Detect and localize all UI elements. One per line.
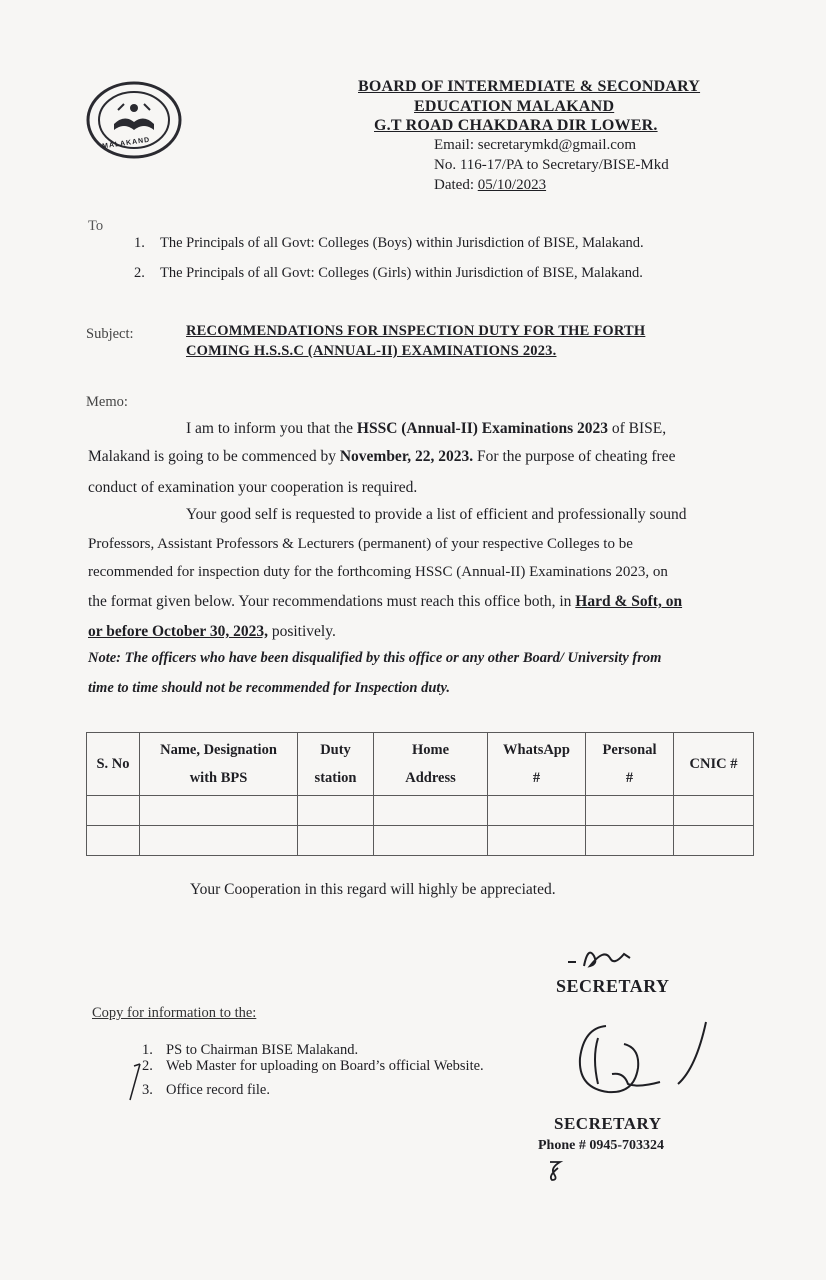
note-line2: time to time should not be recommended for Inspection duty.	[88, 680, 450, 696]
copy-label: Copy for information to the:	[92, 1005, 257, 1021]
signature-1-title: SECRETARY	[556, 976, 670, 996]
col-header-name: Name, Designation with BPS	[140, 733, 298, 796]
closing-line: Your Cooperation in this regard will highly be appreciated.	[190, 881, 556, 898]
note-line1: Note: The officers who have been disqualified by this office or any other Board/ University from	[88, 650, 662, 666]
col-header-personal: Personal #	[586, 733, 674, 796]
date-line	[434, 177, 546, 194]
subject-line2: COMING H.S.S.C (ANNUAL-II) EXAMINATIONS 2023.	[186, 343, 557, 359]
table-header-row	[87, 733, 754, 796]
phone-line: Phone # 0945-703324	[538, 1138, 664, 1153]
copy-item-2: 2. Web Master for uploading on Board’s official Website.	[142, 1058, 484, 1074]
memo-para2-line1: Your good self is requested to provide a list of efficient and professionally sound	[186, 506, 687, 523]
org-name-line2: EDUCATION MALAKAND	[414, 98, 615, 115]
signature-2	[568, 1018, 718, 1123]
date-label: Dated:	[434, 177, 474, 193]
date-value: 05/10/2023	[477, 177, 547, 193]
memo-para2-line4: the format given below. Your recommendations must reach this office both, in Hard & Soft, on	[88, 593, 683, 610]
signature-2-title: SECRETARY	[554, 1114, 662, 1133]
col-header-address: Home Address	[374, 733, 488, 796]
memo-para2-line5: or before October 30, 2023, positively.	[88, 623, 336, 640]
org-address: G.T ROAD CHAKDARA DIR LOWER.	[374, 117, 658, 134]
recipient-1: 1. The Principals of all Govt: Colleges (Boys) within Jurisdiction of BISE, Malakand.	[134, 235, 644, 251]
table-row	[87, 796, 754, 826]
memo-para2-line2: Professors, Assistant Professors & Lecturers (permanent) of your respective Colleges to be	[88, 536, 633, 552]
copy-item-1: 1. PS to Chairman BISE Malakand.	[142, 1042, 359, 1058]
signature-1	[564, 938, 644, 977]
board-logo	[84, 80, 188, 162]
reference-number: No. 116-17/PA to Secretary/BISE-Mkd	[434, 157, 669, 173]
handwritten-number	[546, 1158, 566, 1187]
col-header-duty: Duty station	[298, 733, 374, 796]
email-line: Email: secretarymkd@gmail.com	[434, 137, 637, 153]
memo-para1-line1: I am to inform you that the HSSC (Annual-II) Examinations 2023 of BISE,	[186, 420, 667, 437]
handwritten-mark	[124, 1060, 144, 1109]
subject-line1: RECOMMENDATIONS FOR INSPECTION DUTY FOR THE FORTH	[186, 323, 646, 339]
memo-para2-line3: recommended for inspection duty for the forthcoming HSSC (Annual-II) Examinations 2023, on	[88, 564, 668, 580]
logo-text: MALAKAND	[101, 136, 151, 151]
to-label: To	[88, 218, 104, 234]
table-row	[87, 826, 754, 856]
memo-para1-line3: conduct of examination your cooperation is required.	[88, 479, 418, 496]
memo-label: Memo:	[86, 394, 128, 410]
org-name-line1: BOARD OF INTERMEDIATE & SECONDARY	[358, 78, 701, 95]
recipient-2: 2. The Principals of all Govt: Colleges (Girls) within Jurisdiction of BISE, Malakand.	[134, 265, 643, 281]
copy-item-3: 3. Office record file.	[142, 1082, 270, 1098]
subject-label: Subject:	[86, 326, 134, 342]
memo-para1-line2: Malakand is going to be commenced by November, 22, 2023. For the purpose of cheating free	[88, 448, 676, 465]
col-header-whatsapp: WhatsApp #	[488, 733, 586, 796]
col-header-cnic: CNIC #	[674, 733, 754, 796]
col-header-sno: S. No	[87, 733, 140, 796]
recommendation-table	[86, 732, 754, 856]
